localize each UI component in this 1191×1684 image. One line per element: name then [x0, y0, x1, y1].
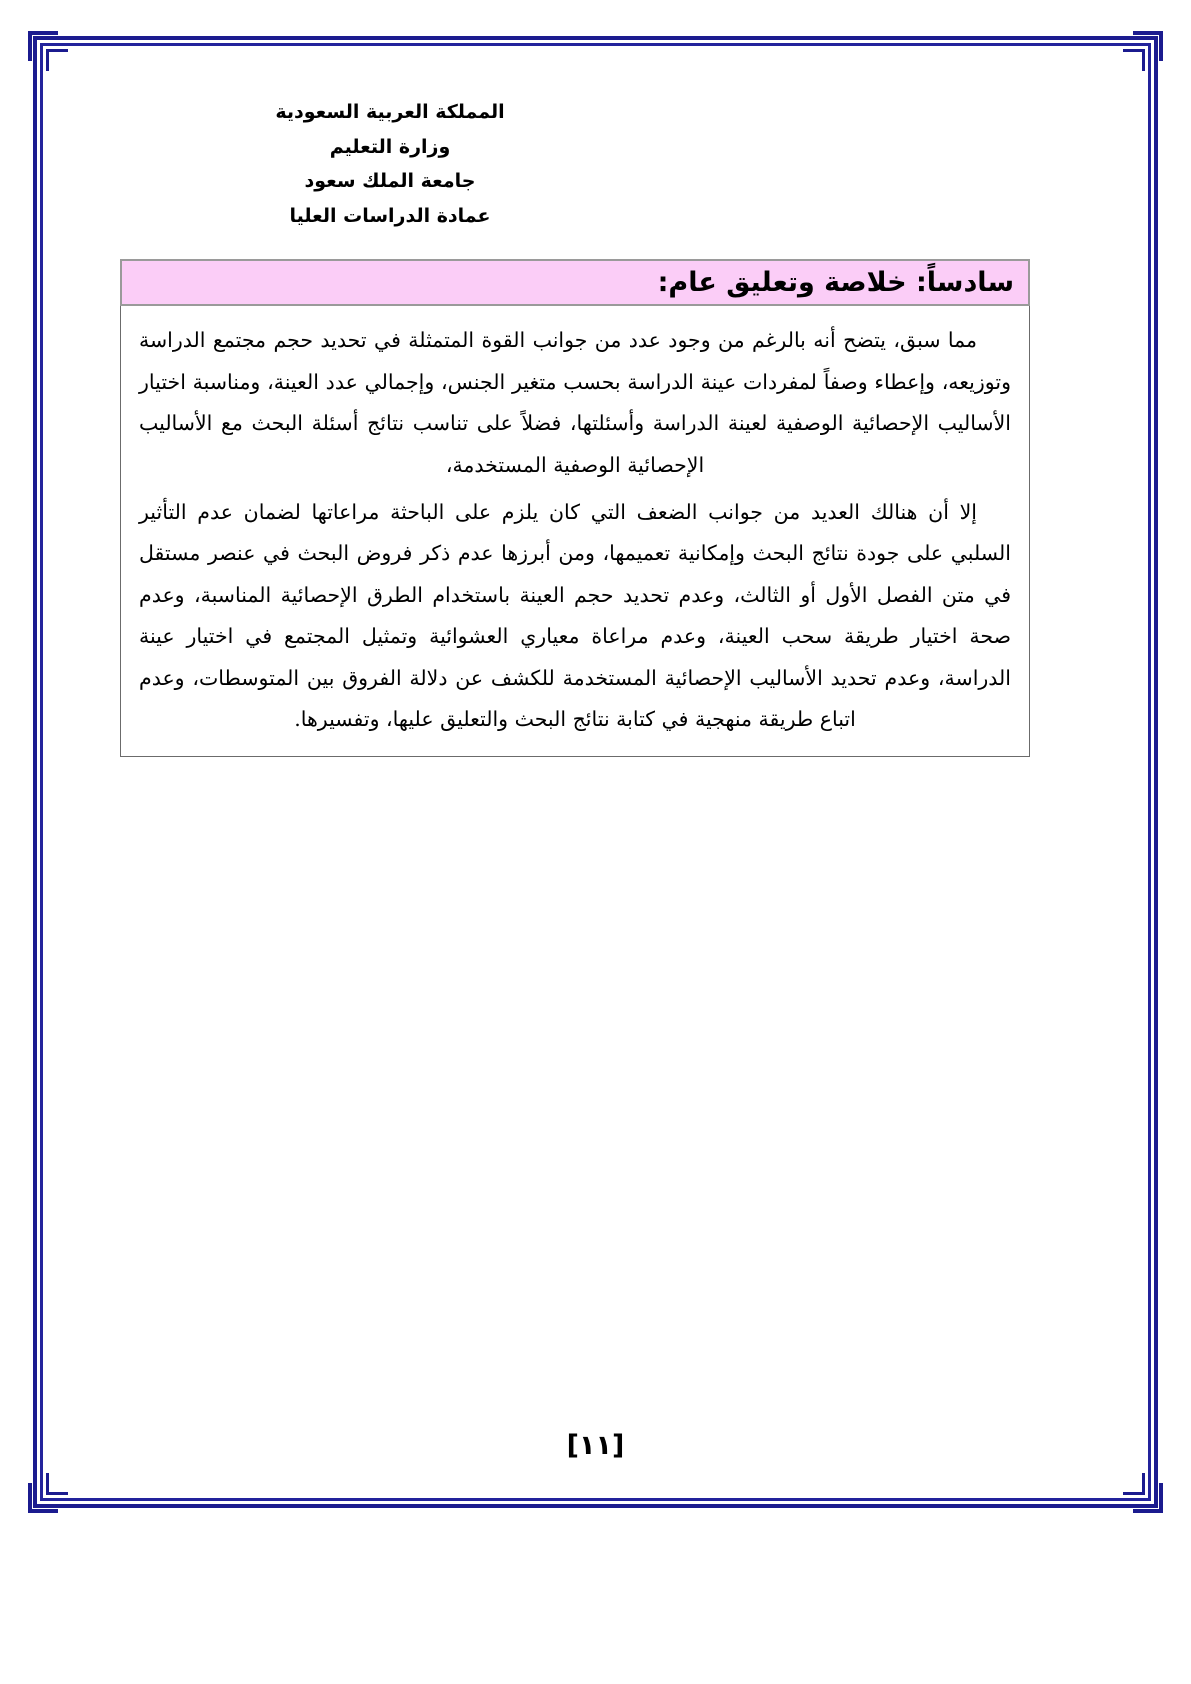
document-content	[120, 95, 1030, 757]
section-title-bar	[120, 259, 1030, 306]
letterhead-line-country: المملكة العربية السعودية	[275, 101, 505, 123]
letterhead-line-deanship: عمادة الدراسات العليا	[289, 204, 491, 227]
corner-bracket-inner-top-right-icon	[1123, 49, 1145, 71]
letterhead	[120, 95, 660, 233]
section-title: سادساً: خلاصة وتعليق عام:	[657, 267, 1014, 299]
letterhead-line-university: جامعة الملك سعود	[304, 170, 476, 193]
letterhead-line-ministry: وزارة التعليم	[329, 135, 451, 158]
paragraph-weaknesses: إلا أن هنالك العديد من جوانب الضعف التي كان يلزم على الباحثة مراعاتها لضمان عدم التأثير السلبي على جودة نتائج البحث وإمكانية تعميمها، ومن أبرزها عدم ذكر فروض البحث في عنصر مستقل في متن الفصل الأول أو الثالث، وعدم تحديد حجم العينة باستخدام الطرق الإحصائية المناسبة، وعدم صحة اختيار طريقة سحب العينة، وعدم مراعاة معياري العشوائية وتمثيل المجتمع في اختيار عينة الدراسة، وعدم تحديد الأساليب الإحصائية المستخدمة للكشف عن دلالة الفروق بين المتوسطات، وعدم اتباع طريقة منهجية في كتابة نتائج البحث والتعليق عليها، وتفسيرها.	[139, 499, 1011, 731]
paragraph-strengths: مما سبق، يتضح أنه بالرغم من وجود عدد من جوانب القوة المتمثلة في تحديد حجم مجتمع الدراسة وتوزيعه، وإعطاء وصفاً لمفردات عينة الدراسة بحسب متغير الجنس، وإجمالي عدد العينة، ومناسبة اختيار الأساليب الإحصائية الوصفية لعينة الدراسة وأسئلتها، فضلاً على تناسب نتائج أسئلة البحث مع الأساليب الإحصائية الوصفية المستخدمة،	[139, 328, 1011, 477]
corner-bracket-inner-bottom-left-icon	[46, 1473, 68, 1495]
corner-bracket-inner-top-left-icon	[46, 49, 68, 71]
page-number: [١١]	[566, 1430, 625, 1461]
corner-bracket-inner-bottom-right-icon	[1123, 1473, 1145, 1495]
section-body-box	[120, 306, 1030, 757]
